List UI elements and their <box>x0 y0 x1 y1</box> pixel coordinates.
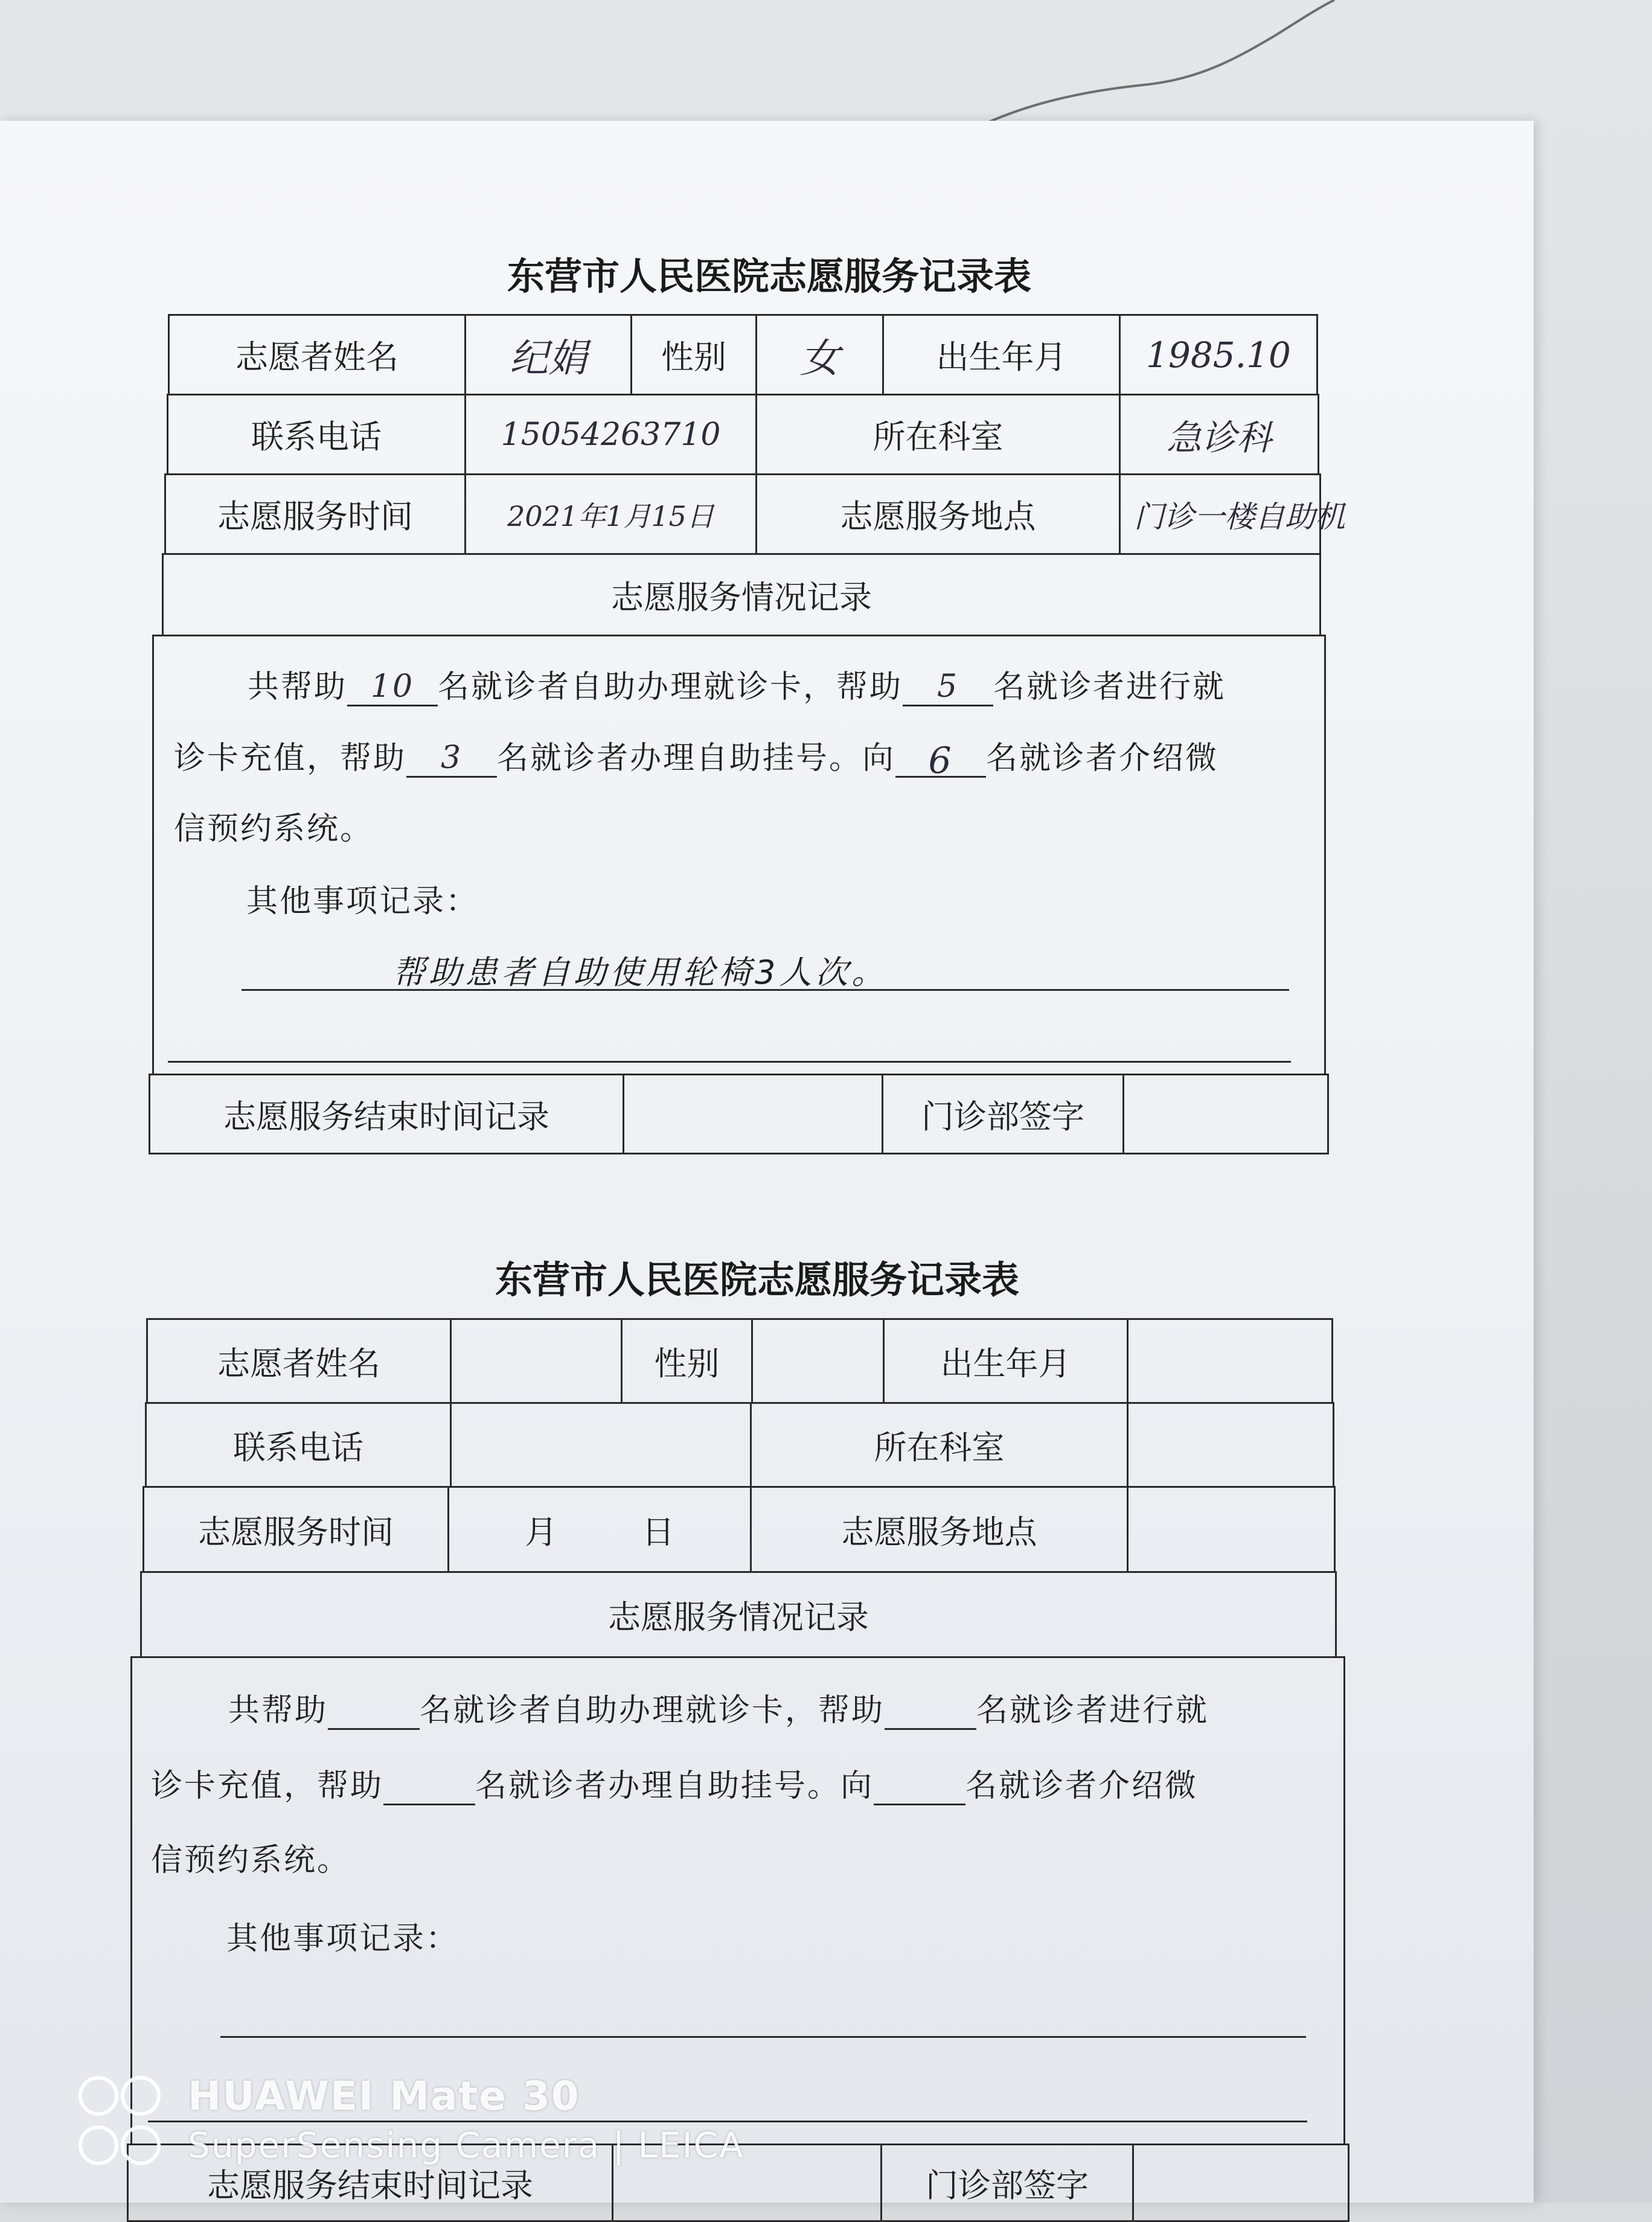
leica-rings-icon <box>75 2075 172 2117</box>
blank-wechat-count[interactable]: 6 <box>895 740 986 778</box>
blank-register-count[interactable]: 3 <box>406 740 497 778</box>
value-end-time[interactable] <box>623 1074 883 1154</box>
note-line-1 <box>220 2036 1306 2038</box>
other-items-note[interactable]: 帮助患者自助使用轮椅3人次。 <box>392 953 888 991</box>
blank-recharge-count[interactable] <box>885 1692 976 1730</box>
value-name[interactable]: 纪娟 <box>464 314 632 395</box>
value-signature[interactable] <box>1132 2144 1349 2222</box>
label-end-time: 志愿服务结束时间记录 <box>127 2144 613 2222</box>
watermark-device: HUAWEI Mate 30 <box>188 2072 580 2119</box>
value-gender[interactable]: 女 <box>755 314 884 395</box>
value-service-date[interactable]: 月 日 <box>447 1486 752 1573</box>
record-line-1: 共帮助 10 名就诊者自助办理就诊卡，帮助 5 名就诊者进行就 <box>248 668 1226 705</box>
blank-wechat-count[interactable] <box>874 1767 965 1805</box>
watermark-camera: SuperSensing Camera | LEICA <box>188 2125 744 2166</box>
record-line-3: 信预约系统。 <box>174 811 374 847</box>
record-section-header: 志愿服务情况记录 <box>162 553 1321 636</box>
label-birth: 出生年月 <box>883 1318 1129 1404</box>
record-line-1: 共帮助 名就诊者自助办理就诊卡，帮助 名就诊者进行就 <box>228 1692 1209 1729</box>
record-section-header: 志愿服务情况记录 <box>140 1571 1337 1658</box>
other-items-label: 其他事项记录： <box>246 883 479 920</box>
label-service-place: 志愿服务地点 <box>755 473 1121 555</box>
label-service-place: 志愿服务地点 <box>750 1486 1129 1573</box>
value-department[interactable]: 急诊科 <box>1119 394 1319 475</box>
value-birth[interactable]: 1985.10 <box>1119 314 1318 395</box>
record-line-2: 诊卡充值，帮助 名就诊者办理自助挂号。向 名就诊者介绍微 <box>151 1768 1199 1804</box>
blank-card-count[interactable]: 10 <box>347 668 438 706</box>
other-items-label: 其他事项记录： <box>226 1921 459 1957</box>
label-service-time: 志愿服务时间 <box>142 1486 449 1573</box>
label-name: 志愿者姓名 <box>146 1318 452 1404</box>
label-phone: 联系电话 <box>167 394 466 475</box>
blank-recharge-count[interactable]: 5 <box>903 668 993 706</box>
label-gender: 性别 <box>630 314 757 395</box>
label-phone: 联系电话 <box>145 1402 452 1488</box>
label-service-time: 志愿服务时间 <box>164 473 466 555</box>
value-phone[interactable] <box>450 1402 752 1488</box>
form-title-bottom: 东营市人民医院志愿服务记录表 <box>495 1258 1020 1302</box>
note-line-2 <box>168 1061 1291 1063</box>
label-gender: 性别 <box>621 1318 753 1404</box>
note-line-1 <box>242 989 1289 991</box>
leica-rings-icon <box>75 2124 172 2166</box>
label-department: 所在科室 <box>750 1402 1129 1488</box>
camera-watermark <box>75 2071 744 2170</box>
label-name: 志愿者姓名 <box>168 314 466 395</box>
value-department[interactable] <box>1127 1402 1334 1488</box>
label-signature: 门诊部签字 <box>882 1074 1124 1154</box>
blank-card-count[interactable] <box>328 1692 420 1730</box>
label-birth: 出生年月 <box>882 314 1121 395</box>
label-end-time: 志愿服务结束时间记录 <box>149 1074 624 1154</box>
value-gender[interactable] <box>751 1318 885 1404</box>
label-department: 所在科室 <box>755 394 1121 475</box>
value-service-date[interactable]: 2021年1月15日 <box>464 473 757 555</box>
record-line-3: 信预约系统。 <box>151 1842 351 1878</box>
value-name[interactable] <box>450 1318 623 1404</box>
value-birth[interactable] <box>1127 1318 1333 1404</box>
value-service-place[interactable]: 门诊一楼自助机 <box>1119 473 1321 555</box>
form-title-top: 东营市人民医院志愿服务记录表 <box>507 254 1032 298</box>
label-signature: 门诊部签字 <box>880 2144 1134 2222</box>
value-service-place[interactable] <box>1127 1486 1336 1573</box>
value-phone[interactable]: 15054263710 <box>464 394 757 475</box>
blank-register-count[interactable] <box>383 1767 475 1805</box>
value-signature[interactable] <box>1122 1074 1329 1154</box>
record-line-2: 诊卡充值，帮助 3 名就诊者办理自助挂号。向 6 名就诊者介绍微 <box>174 740 1219 782</box>
